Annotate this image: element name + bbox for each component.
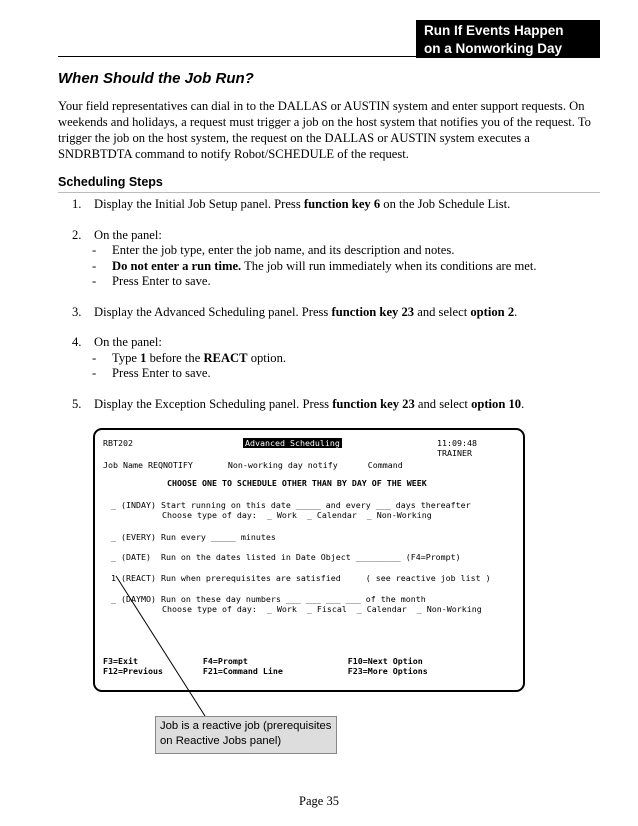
callout-line-2: on Reactive Jobs panel) [160,735,282,747]
job-name-line: Job Name REQNOTIFY Non-working day notify Command [103,460,403,470]
panel-title: Advanced Scheduling [245,438,340,448]
section-title: When Should the Job Run? [58,70,254,87]
intro-paragraph: Your field representatives can dial in to the DALLAS or AUSTIN system and enter support requests. On weekends and holidays, a request must trigger a job on the host system that notifies you of the request. To trigger the job on the host system, the request on the DALLAS or AUSTIN system executes a SNDRBTDTA command to notify Robot/SCHEDULE of the request. [58,99,591,161]
function-keys-row-2: F12=Previous F21=Command Line F23=More Options [103,666,428,676]
step-4-bullet-2: - Press Enter to save. [92,366,211,380]
step-2: 2. On the panel: [72,227,162,242]
callout-box [155,716,337,754]
step-4-bullet-1: - Type 1 before the REACT option. [92,350,287,365]
step-5: 5. Display the Exception Scheduling panel. Press function key 23 and select option 10. [72,396,525,411]
callout-line-1: Job is a reactive job (prerequisites [160,720,332,732]
option-date: _ (DATE) Run on the dates listed in Date Object _________ (F4=Prompt) [111,552,461,562]
step-1: 1. Display the Initial Job Setup panel. Press function key 6 on the Job Schedule List. [72,197,511,211]
option-every: _ (EVERY) Run every _____ minutes [111,532,276,542]
option-daymo: _ (DAYMO) Run on these day numbers ___ ___ ___ ___ of the month [111,594,426,604]
subsection-title: Scheduling Steps [58,175,163,189]
panel-time: 11:09:48 [437,438,477,448]
header-line-2: on a Nonworking Day [424,41,563,56]
step-2-bullet-3: - Press Enter to save. [92,274,211,288]
step-2-bullet-1: - Enter the job type, enter the job name, and its description and notes. [92,243,455,257]
panel-id: RBT202 [103,438,133,448]
step-4: 4. On the panel: [72,335,162,349]
option-inday: _ (INDAY) Start running on this date _____ and every ___ days thereafter [111,500,471,510]
step-2-bullet-2: - Do not enter a run time. The job will run immediately when its conditions are met. [92,258,537,273]
header-line-1: Run If Events Happen [424,23,564,38]
panel-user: TRAINER [437,448,472,458]
option-react: 1 (REACT) Run when prerequisites are satisfied ( see reactive job list ) [111,573,491,583]
function-keys-row-1: F3=Exit F4=Prompt F10=Next Option [103,656,423,666]
page-number: Page 35 [299,794,339,808]
step-3: 3. Display the Advanced Scheduling panel. Press function key 23 and select option 2. [72,304,518,319]
option-inday-daytype: Choose type of day: _ Work _ Calendar _ Non-Working [162,510,432,520]
screen-heading: CHOOSE ONE TO SCHEDULE OTHER THAN BY DAY OF THE WEEK [167,478,427,488]
option-daymo-daytype: Choose type of day: _ Work _ Fiscal _ Calendar _ Non-Working [162,604,482,614]
